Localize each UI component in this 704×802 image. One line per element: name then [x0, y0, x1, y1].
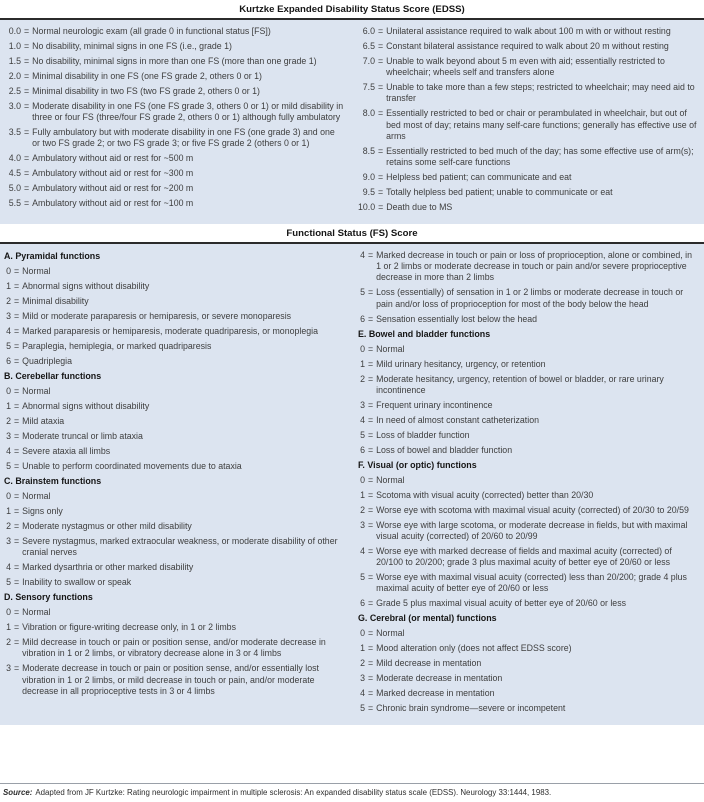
- equals-sign: =: [368, 399, 374, 410]
- score-value: 5.5: [8, 198, 21, 209]
- equals-sign: =: [378, 187, 384, 198]
- equals-sign: =: [24, 198, 30, 209]
- entry-description: Mild decrease in touch or pain or position sense, and/or moderate decrease in vibration in 1 or 2 limbs, or vibratory decrease alone in 3 or 4 limbs: [22, 637, 326, 659]
- equals-sign: =: [368, 489, 374, 500]
- score-value: 3: [360, 399, 365, 410]
- fs-entry: [358, 250, 699, 284]
- entry-description: Fully ambulatory but with moderate disability in one FS (one grade 3) and one or two FS grade 2; or two FS grade 3; or five FS grade 2 (others 0 or 1): [32, 127, 335, 149]
- entry-description: Essentially restricted to bed much of the day; has some effective use of arm(s); retains some self-care functions: [386, 145, 694, 168]
- score-value: 7.5: [362, 82, 375, 93]
- score-value: 0: [360, 474, 365, 485]
- fs-entry: [358, 314, 699, 325]
- edss-entry: [4, 101, 345, 123]
- score-value: 6: [360, 598, 365, 609]
- fs-entry: [4, 622, 345, 633]
- equals-sign: =: [368, 287, 374, 298]
- equals-sign: =: [378, 108, 384, 119]
- edss-section: [0, 20, 704, 224]
- edss-entry: [4, 56, 345, 67]
- equals-sign: =: [14, 356, 20, 367]
- entry-description: Essentially restricted to bed or chair or perambulated in wheelchair, but out of bed most of day; retains many self-care functions; generally has effective use of arms: [386, 108, 697, 141]
- fs-table-title: Functional Status (FS) Score: [0, 224, 704, 244]
- equals-sign: =: [368, 703, 374, 714]
- edss-right-column: [358, 26, 699, 217]
- score-value: 8.5: [362, 145, 375, 156]
- entry-description: Marked decrease in mentation: [376, 688, 495, 699]
- equals-sign: =: [14, 622, 20, 633]
- entry-description: Ambulatory without aid or rest for ~200 m: [32, 183, 194, 194]
- entry-description: Death due to MS: [386, 202, 453, 213]
- score-value: 4.5: [8, 168, 21, 179]
- fs-entry: [4, 491, 345, 502]
- score-value: 2: [6, 416, 11, 427]
- entry-description: Marked dysarthria or other marked disability: [22, 562, 194, 573]
- equals-sign: =: [14, 506, 20, 517]
- fs-entry: [4, 326, 345, 337]
- equals-sign: =: [14, 296, 20, 307]
- fs-entry: [4, 607, 345, 618]
- score-value: 6: [360, 444, 365, 455]
- entry-description: Minimal disability: [22, 296, 89, 307]
- equals-sign: =: [368, 373, 374, 384]
- equals-sign: =: [14, 401, 20, 412]
- equals-sign: =: [24, 41, 30, 51]
- equals-sign: =: [378, 56, 384, 66]
- fs-left-column: [4, 250, 345, 718]
- equals-sign: =: [368, 546, 374, 557]
- entry-description: Moderate disability in one FS (one FS grade 3, others 0 or 1) or mild disability in three or four FS (three/four FS grade 2, others 0 or 1) although fully ambulatory: [32, 101, 344, 123]
- edss-entry: [358, 26, 699, 37]
- fs-entry: [4, 296, 345, 307]
- equals-sign: =: [368, 598, 374, 609]
- entry-description: Severe nystagmus, marked extraocular weakness, or moderate disability of other cranial nerves: [22, 536, 338, 558]
- score-value: 5: [360, 287, 365, 298]
- equals-sign: =: [24, 127, 30, 138]
- entry-description: Moderate decrease in touch or pain or position sense, and/or essentially lost vibration in 1 or 2 limbs, or mild decrease in touch or pain, and/or moderate decrease in all proprioceptive tests in 3 or 4 limbs: [22, 663, 319, 696]
- equals-sign: =: [368, 643, 374, 654]
- entry-description: Frequent urinary incontinence: [376, 399, 493, 410]
- score-value: 1: [6, 506, 11, 517]
- entry-description: Minimal disability in one FS (one FS grade 2, others 0 or 1): [32, 71, 262, 81]
- fs-entry: [4, 311, 345, 322]
- entry-description: Unable to perform coordinated movements due to ataxia: [22, 461, 242, 472]
- fs-section-header: F. Visual (or optic) functions: [358, 459, 477, 470]
- equals-sign: =: [24, 153, 30, 164]
- edss-entry: [4, 168, 345, 179]
- fs-section-header: A. Pyramidal functions: [4, 251, 101, 262]
- edss-entry: [358, 202, 699, 213]
- score-value: 9.5: [362, 187, 375, 198]
- score-value: 1: [6, 401, 11, 412]
- score-value: 0: [360, 343, 365, 354]
- edss-entry: [4, 198, 345, 209]
- score-value: 4: [360, 414, 365, 425]
- entry-description: Mild ataxia: [22, 416, 65, 427]
- fs-entry: [358, 359, 699, 370]
- fs-entry: [358, 546, 699, 568]
- entry-description: Worse eye with marked decrease of fields and maximal acuity (corrected) of 20/100 to 20/200; grade 3 plus maximal acuity of better eye of 20/60 or less: [376, 546, 672, 568]
- equals-sign: =: [378, 82, 384, 93]
- entry-description: Normal: [22, 266, 51, 277]
- score-value: 5: [360, 703, 365, 714]
- equals-sign: =: [378, 145, 384, 156]
- fs-entry: [358, 658, 699, 669]
- fs-entry: [4, 266, 345, 277]
- score-value: 1: [6, 281, 11, 292]
- fs-entry: [4, 461, 345, 472]
- edss-entry: [4, 26, 345, 37]
- score-value: 5: [360, 572, 365, 583]
- entry-description: Helpless bed patient; can communicate and eat: [386, 172, 572, 183]
- equals-sign: =: [378, 172, 384, 183]
- score-value: 3: [360, 519, 365, 530]
- equals-sign: =: [14, 491, 20, 502]
- fs-entry: [358, 505, 699, 516]
- equals-sign: =: [24, 183, 30, 194]
- entry-description: Mild urinary hesitancy, urgency, or retention: [376, 358, 546, 369]
- fs-entry: [358, 520, 699, 542]
- entry-description: Loss of bowel and bladder function: [376, 444, 513, 455]
- fs-section-header: E. Bowel and bladder functions: [358, 328, 491, 339]
- fs-entry: [358, 673, 699, 684]
- equals-sign: =: [368, 444, 374, 455]
- score-value: 1.0: [8, 41, 21, 51]
- equals-sign: =: [14, 637, 20, 648]
- score-value: 5: [360, 429, 365, 440]
- score-value: 1: [360, 643, 365, 654]
- entry-description: Moderate decrease in mentation: [376, 673, 503, 684]
- fs-entry: [4, 446, 345, 457]
- edss-entry: [4, 183, 345, 194]
- edss-entry: [358, 108, 699, 142]
- score-value: 4: [6, 326, 11, 337]
- entry-description: Normal: [22, 491, 51, 502]
- entry-description: No disability, minimal signs in more than one FS (more than one grade 1): [32, 56, 317, 66]
- entry-description: Quadriplegia: [22, 356, 73, 367]
- score-value: 0.0: [8, 26, 21, 36]
- equals-sign: =: [368, 414, 374, 425]
- source-text: Adapted from JF Kurtzke: Rating neurologic impairment in multiple sclerosis: An expanded disability status scale (EDSS). Neurology 33:1444, 1983.: [35, 788, 552, 797]
- entry-description: Vibration or figure-writing decrease only, in 1 or 2 limbs: [22, 622, 236, 633]
- fs-entry: [358, 703, 699, 714]
- score-value: 1: [360, 489, 365, 500]
- equals-sign: =: [14, 386, 20, 397]
- entry-description: Constant bilateral assistance required to walk about 20 m without resting: [386, 41, 669, 51]
- equals-sign: =: [368, 658, 374, 669]
- entry-description: Severe ataxia all limbs: [22, 446, 111, 457]
- source-note: [0, 783, 704, 802]
- entry-description: No disability, minimal signs in one FS (i.e., grade 1): [32, 41, 232, 51]
- fs-entry: [4, 577, 345, 588]
- entry-description: Sensation essentially lost below the head: [376, 313, 538, 324]
- score-value: 5.0: [8, 183, 21, 194]
- fs-entry: [358, 598, 699, 609]
- fs-entry: [4, 401, 345, 412]
- source-label: Source:: [3, 788, 33, 797]
- edss-entry: [4, 153, 345, 164]
- equals-sign: =: [14, 431, 20, 442]
- fs-entry: [358, 415, 699, 426]
- entry-description: Unilateral assistance required to walk about 100 m with or without resting: [386, 26, 671, 36]
- edss-table-title: Kurtzke Expanded Disability Status Score (EDSS): [0, 0, 704, 20]
- score-value: 0: [6, 386, 11, 397]
- equals-sign: =: [378, 41, 384, 51]
- fs-entry: [358, 374, 699, 396]
- entry-description: Ambulatory without aid or rest for ~300 m: [32, 168, 194, 179]
- score-value: 3: [6, 431, 11, 442]
- edss-entry: [4, 86, 345, 97]
- equals-sign: =: [24, 168, 30, 179]
- equals-sign: =: [368, 673, 374, 684]
- score-value: 6: [360, 313, 365, 324]
- score-value: 4: [360, 250, 365, 261]
- score-value: 9.0: [362, 172, 375, 183]
- entry-description: Inability to swallow or speak: [22, 577, 132, 588]
- entry-description: Signs only: [22, 506, 63, 517]
- fs-entry: [4, 431, 345, 442]
- score-value: 4: [360, 688, 365, 699]
- equals-sign: =: [14, 446, 20, 457]
- entry-description: Moderate hesitancy, urgency, retention of bowel or bladder, or rare urinary incontinence: [376, 373, 664, 395]
- equals-sign: =: [368, 313, 374, 324]
- score-value: 3.5: [8, 127, 21, 138]
- equals-sign: =: [14, 562, 20, 573]
- equals-sign: =: [14, 266, 20, 277]
- entry-description: Ambulatory without aid or rest for ~500 m: [32, 153, 194, 164]
- score-value: 3: [6, 663, 11, 674]
- fs-entry: [358, 490, 699, 501]
- score-value: 0: [6, 266, 11, 277]
- entry-description: Mild decrease in mentation: [376, 658, 482, 669]
- entry-description: Ambulatory without aid or rest for ~100 m: [32, 198, 194, 209]
- fs-entry: [358, 643, 699, 654]
- equals-sign: =: [368, 250, 374, 261]
- edss-entry: [4, 71, 345, 82]
- fs-entry: [4, 521, 345, 532]
- score-value: 8.0: [362, 108, 375, 119]
- score-value: 2.5: [8, 86, 21, 96]
- score-value: 3: [360, 673, 365, 684]
- score-value: 3.0: [8, 101, 21, 111]
- equals-sign: =: [368, 628, 374, 639]
- entry-description: Grade 5 plus maximal visual acuity of better eye of 20/60 or less: [376, 598, 626, 609]
- score-value: 5: [6, 341, 11, 352]
- fs-section: [0, 244, 704, 725]
- equals-sign: =: [24, 56, 30, 66]
- entry-description: Normal: [376, 628, 405, 639]
- fs-entry: [4, 416, 345, 427]
- score-value: 4: [6, 562, 11, 573]
- entry-description: Marked decrease in touch or pain or loss of proprioception, alone or combined, in 1 or 2 limbs or moderate decrease in touch or pain and/or severe proprioceptive decrease in more than 2 limbs: [376, 250, 693, 283]
- entry-description: Worse eye with maximal visual acuity (corrected) less than 20/200; grade 4 plus maximal acuity of better eye of 20/60 or less: [376, 572, 687, 594]
- entry-description: Worse eye with scotoma with maximal visual acuity (corrected) of 20/30 to 20/59: [376, 504, 689, 515]
- equals-sign: =: [368, 343, 374, 354]
- score-value: 4: [360, 546, 365, 557]
- equals-sign: =: [14, 521, 20, 532]
- fs-entry: [358, 688, 699, 699]
- equals-sign: =: [24, 86, 30, 96]
- entry-description: Chronic brain syndrome—severe or incompetent: [376, 703, 566, 714]
- fs-section-header: D. Sensory functions: [4, 592, 93, 603]
- score-value: 2: [6, 637, 11, 648]
- fs-entry: [4, 562, 345, 573]
- entry-description: Mood alteration only (does not affect EDSS score): [376, 643, 572, 654]
- equals-sign: =: [368, 474, 374, 485]
- equals-sign: =: [378, 202, 384, 213]
- equals-sign: =: [14, 326, 20, 337]
- score-value: 1.5: [8, 56, 21, 66]
- score-value: 0: [6, 491, 11, 502]
- entry-description: Moderate truncal or limb ataxia: [22, 431, 143, 442]
- score-value: 6.5: [362, 41, 375, 51]
- score-value: 2: [6, 296, 11, 307]
- score-value: 4: [6, 446, 11, 457]
- score-value: 3: [6, 536, 11, 547]
- score-value: 10.0: [358, 202, 376, 213]
- score-value: 1: [6, 622, 11, 633]
- fs-entry: [4, 637, 345, 659]
- fs-section-header: G. Cerebral (or mental) functions: [358, 613, 497, 624]
- edss-entry: [358, 146, 699, 168]
- equals-sign: =: [14, 281, 20, 292]
- equals-sign: =: [24, 101, 30, 111]
- equals-sign: =: [24, 26, 30, 36]
- entry-description: Totally helpless bed patient; unable to communicate or eat: [386, 187, 613, 198]
- score-value: 7.0: [362, 56, 375, 66]
- fs-entry: [4, 506, 345, 517]
- score-value: 2: [6, 521, 11, 532]
- score-value: 5: [6, 461, 11, 472]
- equals-sign: =: [368, 688, 374, 699]
- equals-sign: =: [14, 311, 20, 322]
- fs-entry: [358, 628, 699, 639]
- fs-entry: [4, 663, 345, 697]
- score-value: 2: [360, 658, 365, 669]
- equals-sign: =: [368, 519, 374, 530]
- score-value: 3: [6, 311, 11, 322]
- fs-entry: [4, 356, 345, 367]
- entry-description: Unable to take more than a few steps; restricted to wheelchair; may need aid to transfer: [386, 82, 695, 104]
- entry-description: Normal: [376, 343, 405, 354]
- equals-sign: =: [368, 572, 374, 583]
- score-value: 0: [360, 628, 365, 639]
- equals-sign: =: [14, 536, 20, 547]
- equals-sign: =: [14, 577, 20, 588]
- entry-description: Paraplegia, hemiplegia, or marked quadriparesis: [22, 341, 212, 352]
- equals-sign: =: [368, 358, 374, 369]
- score-value: 6.0: [362, 26, 375, 36]
- score-value: 6: [6, 356, 11, 367]
- fs-section-header: B. Cerebellar functions: [4, 371, 102, 382]
- entry-description: Normal neurologic exam (all grade 0 in functional status [FS]): [32, 26, 271, 36]
- score-value: 2.0: [8, 71, 21, 81]
- entry-description: Scotoma with visual acuity (corrected) better than 20/30: [376, 489, 594, 500]
- fs-entry: [4, 386, 345, 397]
- entry-description: Abnormal signs without disability: [22, 401, 150, 412]
- score-value: 4.0: [8, 153, 21, 164]
- equals-sign: =: [14, 416, 20, 427]
- fs-entry: [358, 430, 699, 441]
- edss-entry: [358, 56, 699, 78]
- score-value: 5: [6, 577, 11, 588]
- edss-entry: [358, 82, 699, 104]
- entry-description: Abnormal signs without disability: [22, 281, 150, 292]
- fs-section-header: C. Brainstem functions: [4, 476, 102, 487]
- fs-entry: [358, 287, 699, 309]
- equals-sign: =: [368, 504, 374, 515]
- edss-entry: [358, 172, 699, 183]
- entry-description: Normal: [376, 474, 405, 485]
- equals-sign: =: [378, 26, 384, 36]
- fs-right-column: [358, 250, 699, 718]
- entry-description: Loss (essentially) of sensation in 1 or 2 limbs or moderate decrease in touch or pain and/or loss of proprioception for most of the body below the head: [376, 287, 684, 309]
- edss-entry: [4, 41, 345, 52]
- equals-sign: =: [14, 607, 20, 618]
- edss-entry: [358, 41, 699, 52]
- entry-description: Normal: [22, 386, 51, 397]
- equals-sign: =: [14, 461, 20, 472]
- fs-entry: [4, 536, 345, 558]
- equals-sign: =: [14, 341, 20, 352]
- entry-description: Mild or moderate paraparesis or hemiparesis, or severe monoparesis: [22, 311, 292, 322]
- entry-description: Moderate nystagmus or other mild disability: [22, 521, 192, 532]
- equals-sign: =: [24, 71, 30, 81]
- score-value: 1: [360, 358, 365, 369]
- edss-entry: [4, 127, 345, 149]
- entry-description: Minimal disability in two FS (two FS grade 2, others 0 or 1): [32, 86, 260, 96]
- edss-left-column: [4, 26, 345, 217]
- fs-entry: [358, 572, 699, 594]
- fs-entry: [4, 341, 345, 352]
- equals-sign: =: [14, 663, 20, 674]
- entry-description: Loss of bladder function: [376, 429, 470, 440]
- entry-description: Normal: [22, 607, 51, 618]
- fs-entry: [358, 475, 699, 486]
- score-value: 0: [6, 607, 11, 618]
- score-value: 2: [360, 373, 365, 384]
- entry-description: Worse eye with large scotoma, or moderate decrease in fields, but with maximal visual acuity (corrected) of 20/60 to 20/99: [376, 519, 688, 542]
- fs-entry: [358, 445, 699, 456]
- fs-entry: [358, 344, 699, 355]
- entry-description: Unable to walk beyond about 5 m even with aid; essentially restricted to wheelchair; wheels self and transfers alone: [386, 56, 665, 78]
- score-value: 2: [360, 504, 365, 515]
- fs-entry: [358, 400, 699, 411]
- entry-description: In need of almost constant catheterization: [376, 414, 539, 425]
- edss-entry: [358, 187, 699, 198]
- entry-description: Marked paraparesis or hemiparesis, moderate quadriparesis, or monoplegia: [22, 326, 318, 337]
- fs-entry: [4, 281, 345, 292]
- equals-sign: =: [368, 429, 374, 440]
